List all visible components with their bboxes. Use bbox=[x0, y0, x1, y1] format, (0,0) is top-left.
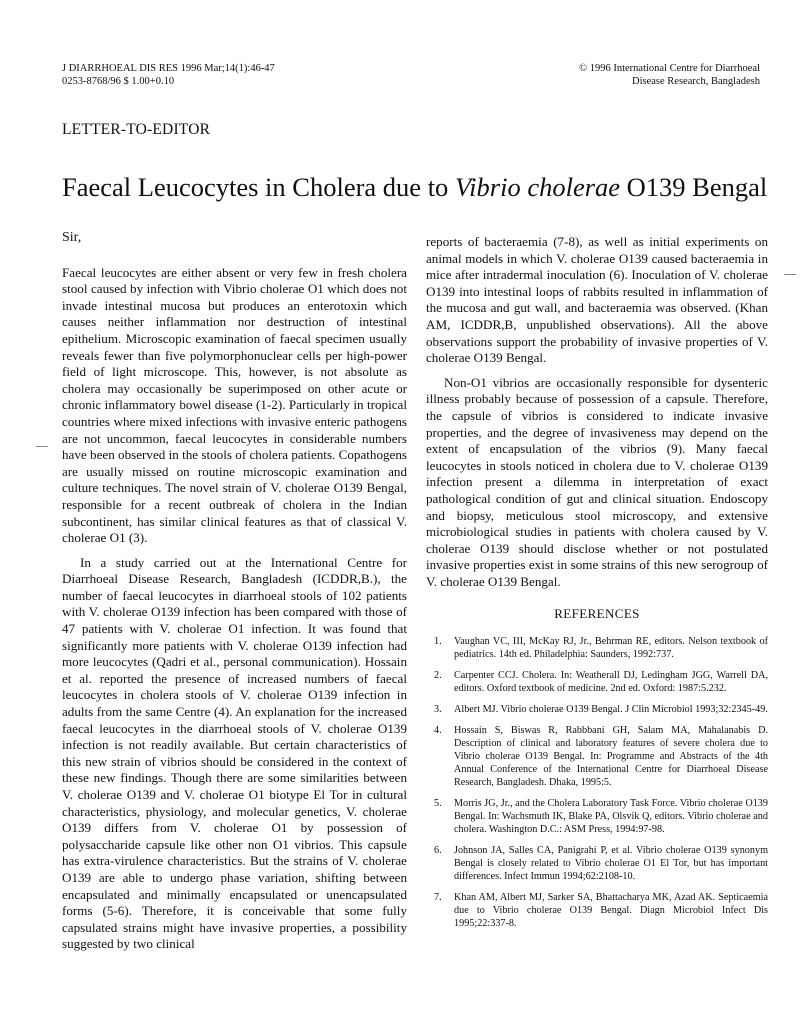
reference-item bbox=[426, 724, 768, 789]
references-heading: REFERENCES bbox=[554, 606, 640, 622]
journal-citation bbox=[62, 62, 275, 88]
copyright-line-1: © 1996 International Centre for Diarrhoeal bbox=[579, 63, 760, 74]
reference-item bbox=[426, 669, 768, 695]
reference-number: 5. bbox=[434, 798, 442, 810]
reference-text: Carpenter CCJ. Cholera. In: Weatherall DJ, Ledingham JGG, Warrell DA, editors. Oxford textbook of medicine. 2nd ed. Oxford: 1987:5.232. bbox=[454, 670, 768, 695]
title-end: O139 Bengal bbox=[620, 172, 768, 202]
reference-text: Vaughan VC, III, McKay RJ, Jr., Behrman RE, editors. Nelson textbook of pediatrics. 14th ed. Philadelphia: Saunders, 1992:737. bbox=[454, 636, 768, 661]
reference-item bbox=[426, 797, 768, 836]
reference-item bbox=[426, 844, 768, 883]
reference-text: Khan AM, Albert MJ, Sarker SA, Bhattacharya MK, Azad AK. Septicaemia due to Vibrio cholerae O139 Bengal. Diagn Microbiol Infect Dis 1995;22:337-8. bbox=[454, 892, 768, 930]
left-column bbox=[62, 230, 407, 953]
right-column bbox=[426, 230, 768, 938]
body-paragraph-3: reports of bacteraemia (7-8), as well as initial experiments on animal models in which V. cholerae O139 caused bacteraemia in mice after intradermal inoculation (6). Inoculation of V. cholerae O139 into intestinal loops of rabbits resulted in inflammation of the mucosa and gut wall, and bacteraemia was observed. (Khan AM, ICDDR,B, unpublished observations). All the above observations support the probability of invasive properties of V. cholerae O139 Bengal. bbox=[426, 234, 768, 366]
body-paragraph-1: Faecal leucocytes are either absent or very few in fresh cholera stool caused by infection with Vibrio cholerae O1 which does not invade intestinal mucosa but produces an enterotoxin which causes neither inflammation nor destruction of intestinal epithelium. Microscopic examination of faecal specimen usually reveals fewer than five polymorphonuclear cells per high-power field of light microscope. This, however, is not absolute as cholera may occasionally be superimposed on other acute or chronic inflammatory bowel disease (1-2). Particularly in tropical countries where mixed infections with invasive enteric pathogens are not uncommon, faecal leucocytes in considerable numbers have been observed in the stools of cholera patients. Copathogens are usually missed on routine microscopic examination and culture techniques. The novel strain of V. cholerae O139 Bengal, responsible for a recent outbreak of cholera in the Indian subcontinent, has similar clinical features as that of classical V. cholerae O1 (3). bbox=[62, 264, 407, 546]
reference-item bbox=[426, 891, 768, 930]
body-paragraph-2: In a study carried out at the International Centre for Diarrhoeal Disease Research, Bangladesh (ICDDR,B.), the number of faecal leucocytes in diarrhoeal stools of 102 patients with V. cholerae O139 infection has been compared with those of 47 patients with V. cholerae O1 infection. It was found that significantly more patients with V. cholerae O139 infection had more leucocytes (Qadri et al., personal communication). Hossain et al. reported the presence of increased numbers of faecal leucocytes in cholera stools of V. cholerae O139 infection in adults from the same Centre (4). An explanation for the increased faecal leucocytes in the diarrhoeal stools of V. cholerae O139 infection is not readily available. But certain characteristics of this new strain of vibrios should be considered in the context of these new findings. Though there are some similarities between V. cholerae O139 and V. cholerae O1 biotype El Tor in cultural characteristics, physiology, and molecular genetics, V. cholerae O139 differs from V. cholerae O1 by possession of polysaccharide capsule like other non O1 vibrios. This capsule has extra-virulence characteristics. But the strains of V. cholerae O139 are able to undergo phase variation, shifting between encapsulated and minimally encapsulated or unencapsulated forms (5-6). Therefore, it is conceivable that some fully capsulated strains might have invasive properties, a possibility suggested by two clinical bbox=[62, 554, 407, 952]
body-paragraph-4: Non-O1 vibrios are occasionally responsible for dysenteric illness probably because of possession of a capsule. Therefore, the capsule of vibrios is considered to indicate invasive properties, and the degree of invasiveness may depend on the extent of encapsulation of the vibrios (9). Many faecal leucocytes in stools noticed in cholera due to V. cholerae O139 infection present a dilemma in interpretation of exact pathological condition of gut and clinical situation. Endoscopy and biopsy, meticulous stool microscopy, and extensive microbiological studies in patients with cholera caused by V. cholerae O139 should disclose whether or not postulated invasive properties exist in some strains of this new serogroup of V. cholerae O139 Bengal. bbox=[426, 374, 768, 589]
reference-item bbox=[426, 635, 768, 661]
title-plain: Faecal Leucocytes in Cholera due to bbox=[62, 172, 455, 202]
reference-text: Hossain S, Biswas R, Rabbbani GH, Salam MA, Mahalanabis D. Description of clinical and laboratory features of severe cholera due to Vibrio cholerae O139 Bengal. In: Programme and Abstracts of the 4th Annual Conference of the International Centre for Diarrhoeal Disease Research, Bangladesh. Dhaka, 1995:5. bbox=[454, 725, 768, 789]
copyright-notice bbox=[579, 62, 760, 88]
reference-text: Johnson JA, Salles CA, Panigrahi P, et al. Vibrio cholerae O139 synonym Bengal is closely related to Vibrio cholerae O1 El Tor, but has important differences. Infect Immun 1994;62:2108-10. bbox=[454, 845, 768, 883]
copyright-line-2: Disease Research, Bangladesh bbox=[632, 76, 760, 87]
salutation: Sir, bbox=[62, 230, 82, 245]
journal-citation-line-2: 0253-8768/96 $ 1.00+0.10 bbox=[62, 76, 175, 87]
journal-citation-line-1: J DIARRHOEAL DIS RES 1996 Mar;14(1):46-47 bbox=[62, 63, 275, 74]
margin-dash-mark: — bbox=[784, 266, 796, 280]
reference-number: 3. bbox=[434, 704, 442, 716]
title-italic: Vibrio cholerae bbox=[454, 172, 621, 202]
reference-number: 1. bbox=[434, 636, 442, 648]
reference-text: Albert MJ. Vibrio cholerae O139 Bengal. J Clin Microbiol 1993;32:2345-49. bbox=[454, 704, 768, 716]
reference-number: 4. bbox=[434, 725, 442, 737]
section-label: LETTER-TO-EDITOR bbox=[62, 121, 211, 138]
reference-number: 2. bbox=[434, 670, 442, 682]
reference-list bbox=[426, 635, 768, 930]
reference-number: 7. bbox=[434, 892, 442, 904]
reference-item bbox=[426, 703, 768, 716]
reference-text: Morris JG, Jr., and the Cholera Laboratory Task Force. Vibrio cholerae O139 Bengal. In: Wachsmuth IK, Blake PA, Olsvik Q, editors. Vibrio cholerae and cholera. Washington D.C.: ASM Press, 1994:97-98. bbox=[454, 798, 768, 836]
margin-dash-mark: — bbox=[36, 438, 48, 452]
reference-number: 6. bbox=[434, 845, 442, 857]
article-title bbox=[62, 172, 767, 203]
